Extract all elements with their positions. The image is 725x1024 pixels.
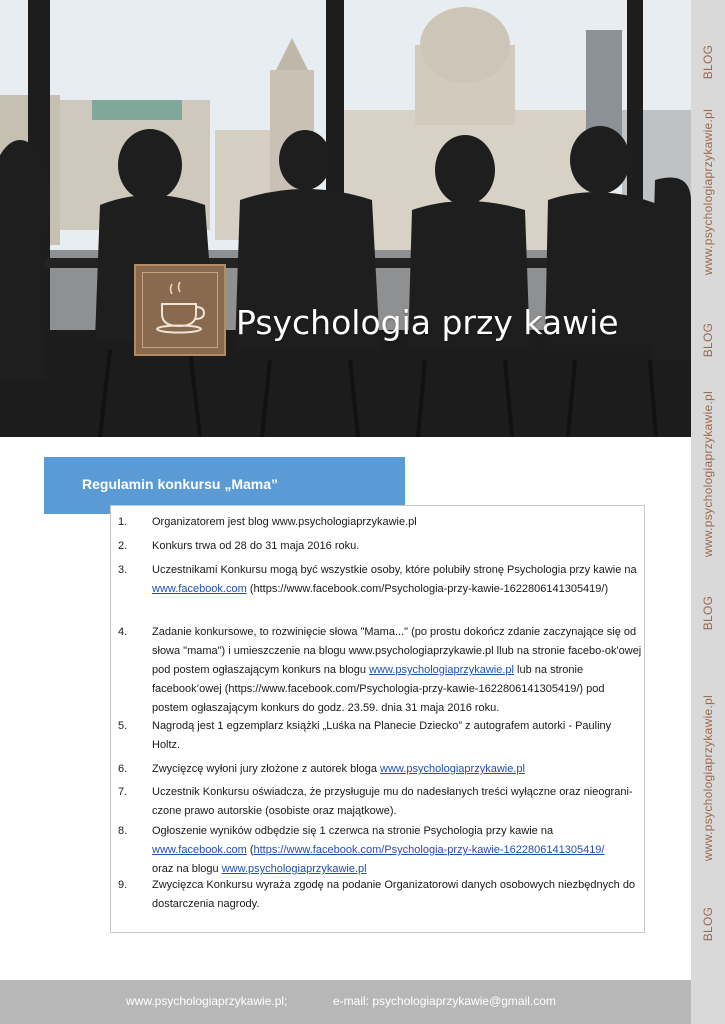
cafe-window-scene	[0, 0, 691, 437]
facebook-link[interactable]: www.facebook.com	[152, 583, 247, 595]
rules-heading: Regulamin konkursu „Mama”	[82, 476, 279, 492]
blog-title: Psychologia przy kawie	[236, 303, 619, 342]
blog-link[interactable]: www.psychologiaprzykawie.pl	[380, 763, 525, 775]
coffee-cup-icon	[136, 266, 224, 354]
facebook-page-link[interactable]: https://www.facebook.com/Psychologia-przy-kawie-1622806141305419/	[253, 844, 605, 856]
hero-photo	[0, 0, 691, 437]
footer	[0, 980, 691, 1024]
footer-email[interactable]: e-mail: psychologiaprzykawie@gmail.com	[333, 994, 556, 1008]
facebook-link[interactable]: www.facebook.com	[152, 844, 247, 856]
sidebar: BLOG www.psychologiaprzykawie.pl BLOG www.psychologiaprzykawie.pl BLOG www.psychologiaprzykawie.pl BLOG	[691, 0, 725, 1024]
blog-link[interactable]: www.psychologiaprzykawie.pl	[221, 863, 367, 875]
blog-link[interactable]: www.psychologiaprzykawie.pl	[369, 664, 514, 676]
coffee-logo	[134, 264, 226, 356]
footer-website[interactable]: www.psychologiaprzykawie.pl;	[126, 994, 288, 1008]
rules-list: 1. Organizatorem jest blog www.psychologiaprzykawie.pl 2. Konkurs trwa od 28 do 31 maja 2016 roku. 3. Uczestnikami Konkursu mogą być wszystkie osoby, które polubiły stronę Psychologia przy kawie na www.facebook.com (https://www.facebook.com/Psychologia-przy-kawie-1622806141305419/) 4. Zadanie konkursowe, to rozwinięcie słowa "Mama..." (po prostu dokończ zdanie zaczynające się od słowa "mama") i umieszczenie na blogu www.psychologiaprzykawie.pl llub na stronie facebo-ok'owej pod postem ogłaszającym konkurs na blogu www.psychologiaprzykawie.pl lub na stronie facebook’owej (https://www.facebook.com/Psychologia-przy-kawie-1622806141305419/) pod postem ogłaszającym konkurs do godz. 23.59. dnia 31 maja 2016 roku. 5. Nagrodą jest 1 egzemplarz książki „Luśka na Planecie Dziecko” z autografem autorki - Pauliny Holtz. 6. Zwycięzcę wyłoni jury złożone z autorek bloga www.psychologiaprzykawie.pl 7. Uczestnik Konkursu oświadcza, że przysługuje mu do nadesłanych treści wyłączne oraz nieograni-czone prawo autorskie (osobiste oraz majątkowe). 8. Ogłoszenie wyników odbędzie się 1 czerwca na stronie Psychologia przy kawie na www.facebook.com (https://www.facebook.com/Psychologia-przy-kawie-1622806141305419/ oraz na blogu www.psychologiaprzykawie.pl 9. Zwycięzca Konkursu wyraża zgodę na podanie Organizatorowi danych osobowych niezbędnych do dostarczenia nagrody.	[110, 505, 645, 933]
